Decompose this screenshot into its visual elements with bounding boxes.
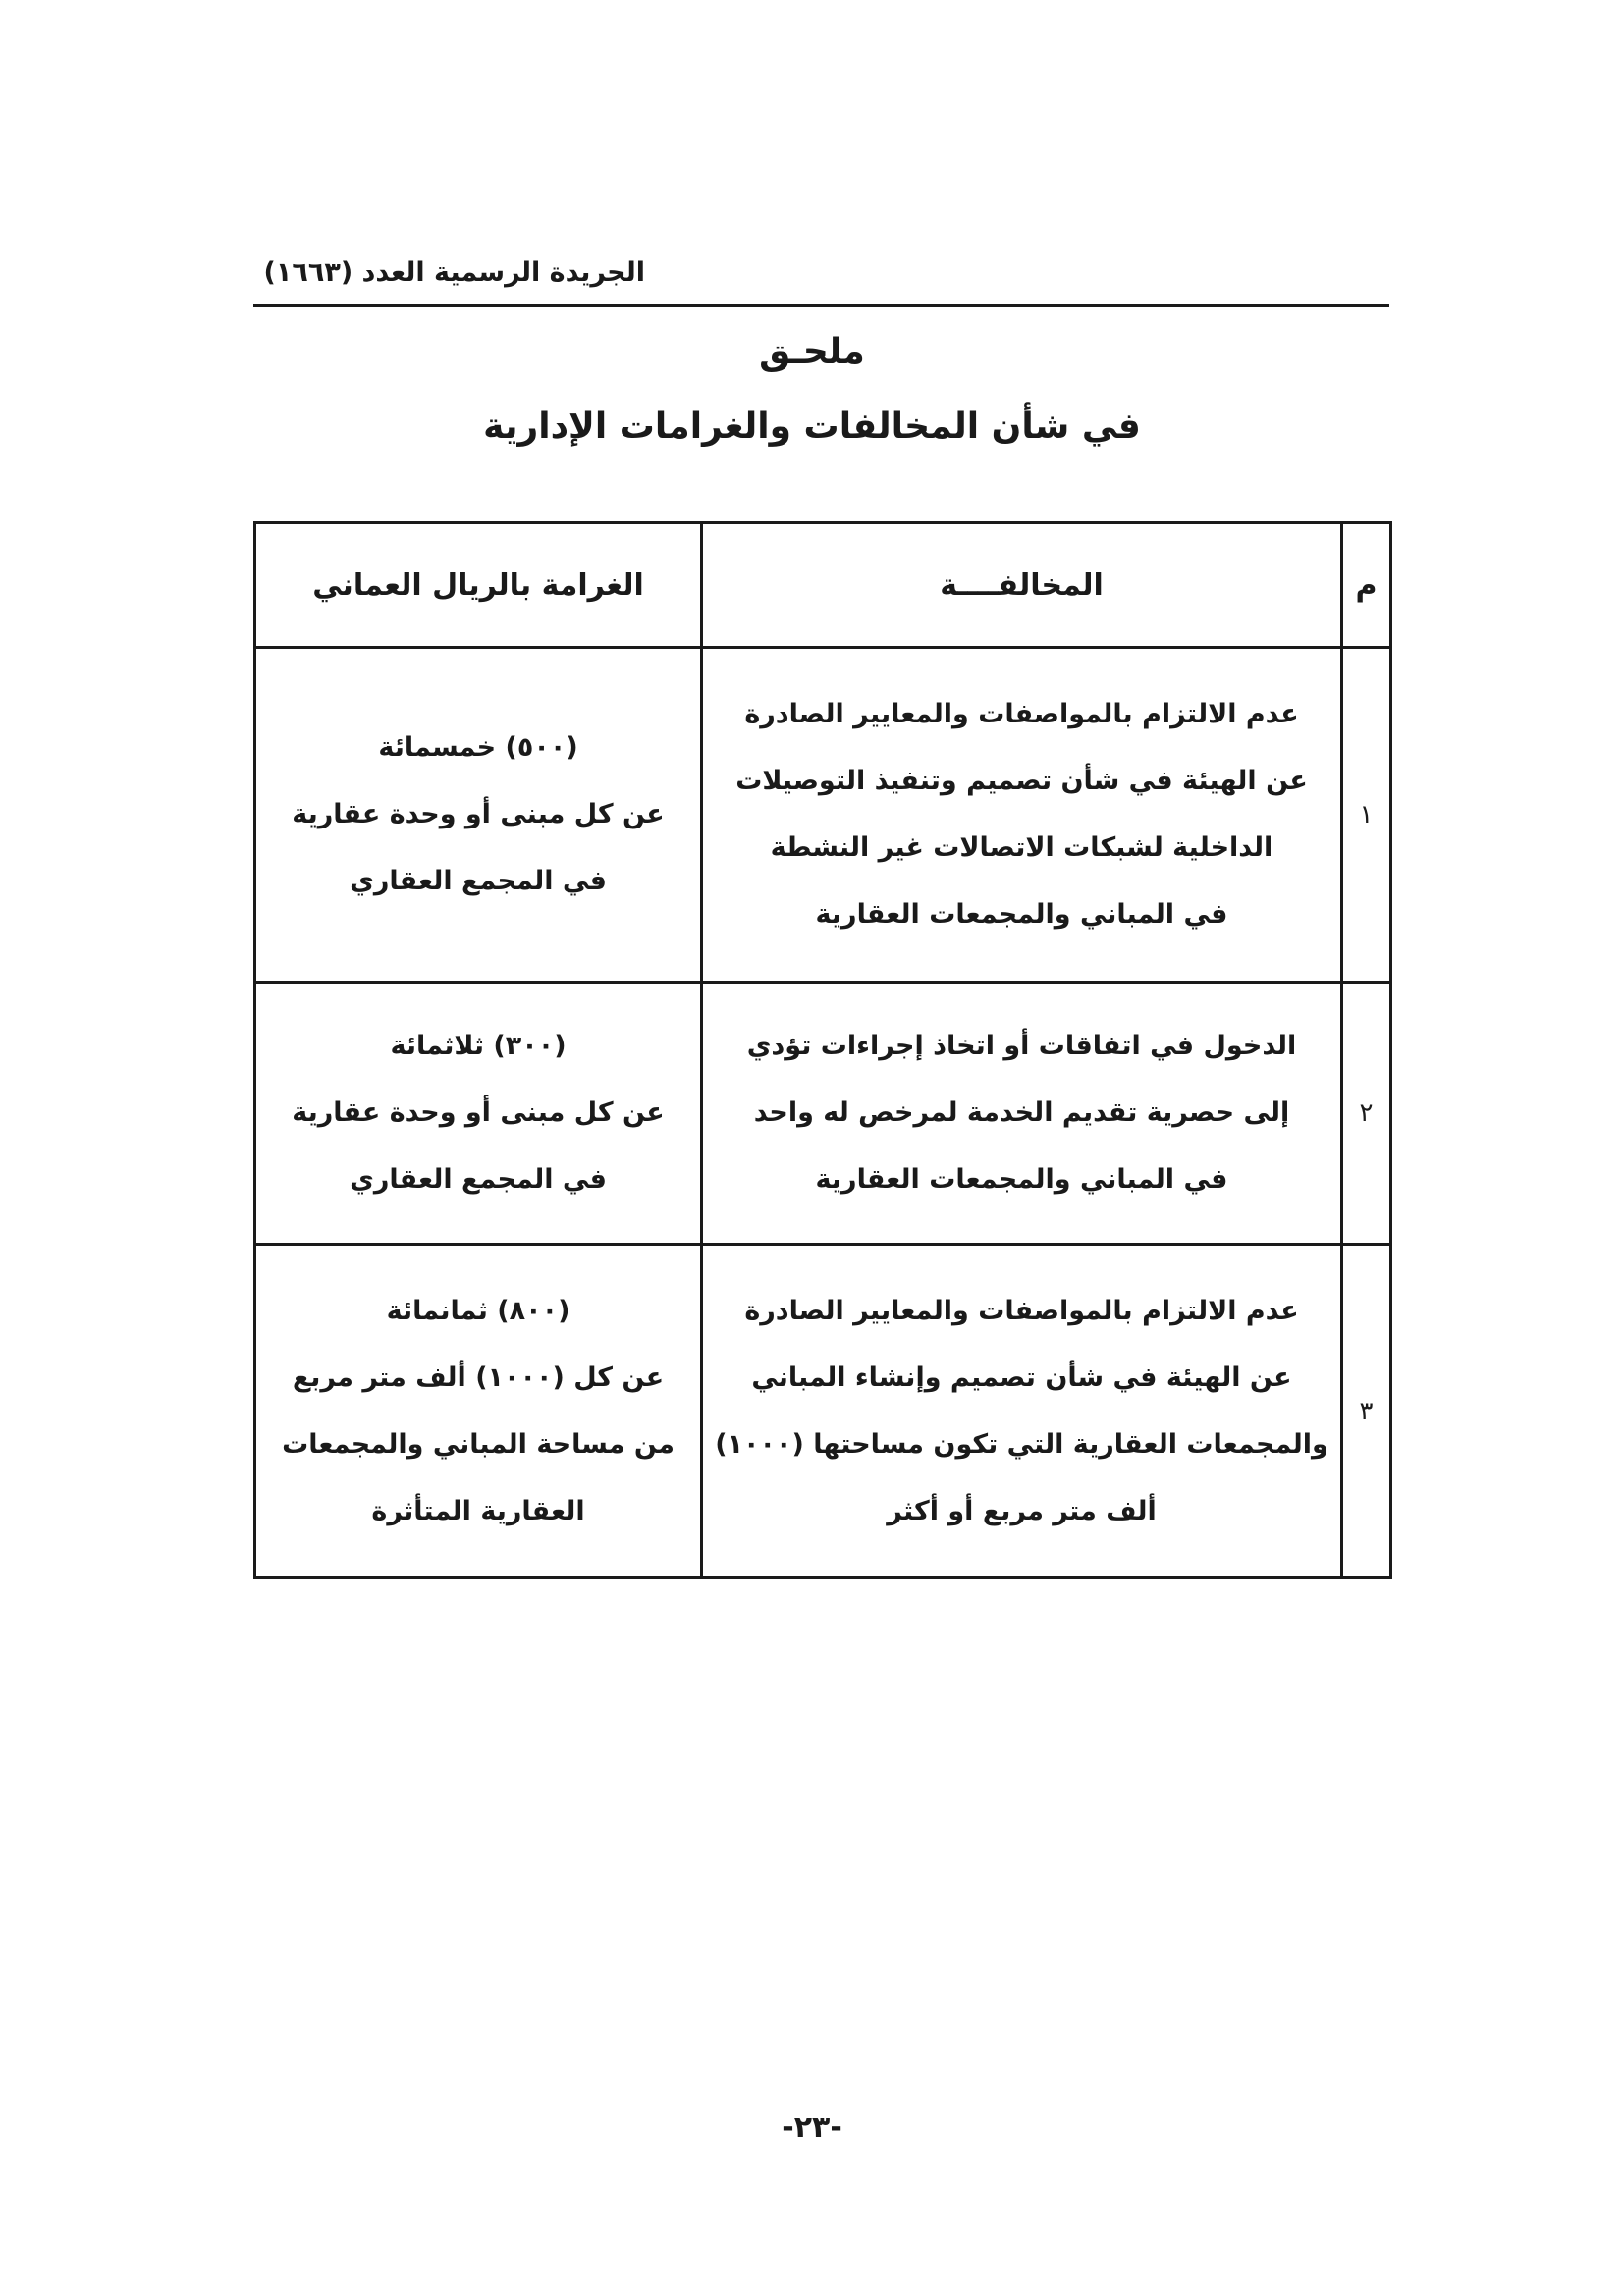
appendix-title: ملحـق	[759, 332, 865, 372]
fine-cell	[255, 983, 702, 1245]
violation-line: الدخول في اتفاقات أو اتخاذ إجراءات تؤدي	[746, 1031, 1297, 1061]
violation-line: والمجمعات العقارية التي تكون مساحتها (١٠٠٠)	[715, 1428, 1328, 1460]
fine-line: العقارية المتأثرة	[371, 1495, 585, 1526]
appendix-subtitle: في شأن المخالفات والغرامات الإدارية	[483, 406, 1141, 447]
violation-line: عدم الالتزام بالمواصفات والمعايير الصادرة	[744, 699, 1299, 729]
header-violation: المخالفــــة	[702, 523, 1342, 648]
table-header-row	[255, 523, 1391, 648]
fine-cell	[255, 1245, 702, 1578]
page-number: -٢٣-	[782, 2110, 842, 2145]
fine-line: عن كل مبنى أو وحدة عقارية	[292, 1097, 665, 1128]
fine-line: في المجمع العقاري	[350, 866, 607, 896]
violation-line: في المباني والمجمعات العقارية	[815, 899, 1228, 930]
table-row	[255, 983, 1391, 1245]
fine-line: عن كل مبنى أو وحدة عقارية	[292, 799, 665, 829]
fine-line: عن كل (١٠٠٠) ألف متر مربع	[292, 1362, 665, 1393]
row-number: ١	[1342, 648, 1391, 983]
fine-line: من مساحة المباني والمجمعات	[282, 1428, 675, 1460]
gazette-issue-header: الجريدة الرسمية العدد (١٦٦٣)	[263, 257, 645, 288]
violation-line: عدم الالتزام بالمواصفات والمعايير الصادرة	[744, 1295, 1299, 1326]
violation-cell	[702, 1245, 1342, 1578]
fine-line: (٥٠٠) خمسمائة	[378, 732, 578, 763]
violation-line: الداخلية لشبكات الاتصالات غير النشطة	[770, 832, 1273, 863]
violation-line: عن الهيئة في شأن تصميم وإنشاء المباني	[751, 1362, 1292, 1393]
violation-line: في المباني والمجمعات العقارية	[815, 1164, 1228, 1195]
header-divider	[253, 304, 1389, 307]
violations-table	[253, 521, 1392, 1579]
fine-line: (٣٠٠) ثلاثمائة	[390, 1031, 567, 1061]
fine-cell	[255, 648, 702, 983]
violation-line: ألف متر مربع أو أكثر	[887, 1495, 1157, 1526]
violation-line: إلى حصرية تقديم الخدمة لمرخص له واحد	[753, 1097, 1290, 1128]
violation-cell	[702, 648, 1342, 983]
header-number: م	[1342, 523, 1391, 648]
fine-line: في المجمع العقاري	[350, 1164, 607, 1195]
row-number: ٣	[1342, 1245, 1391, 1578]
table-row	[255, 1245, 1391, 1578]
header-fine: الغرامة بالريال العماني	[255, 523, 702, 648]
violation-line: عن الهيئة في شأن تصميم وتنفيذ التوصيلات	[735, 766, 1308, 796]
fine-line: (٨٠٠) ثمانمائة	[386, 1295, 570, 1326]
violation-cell	[702, 983, 1342, 1245]
row-number: ٢	[1342, 983, 1391, 1245]
table-row	[255, 648, 1391, 983]
